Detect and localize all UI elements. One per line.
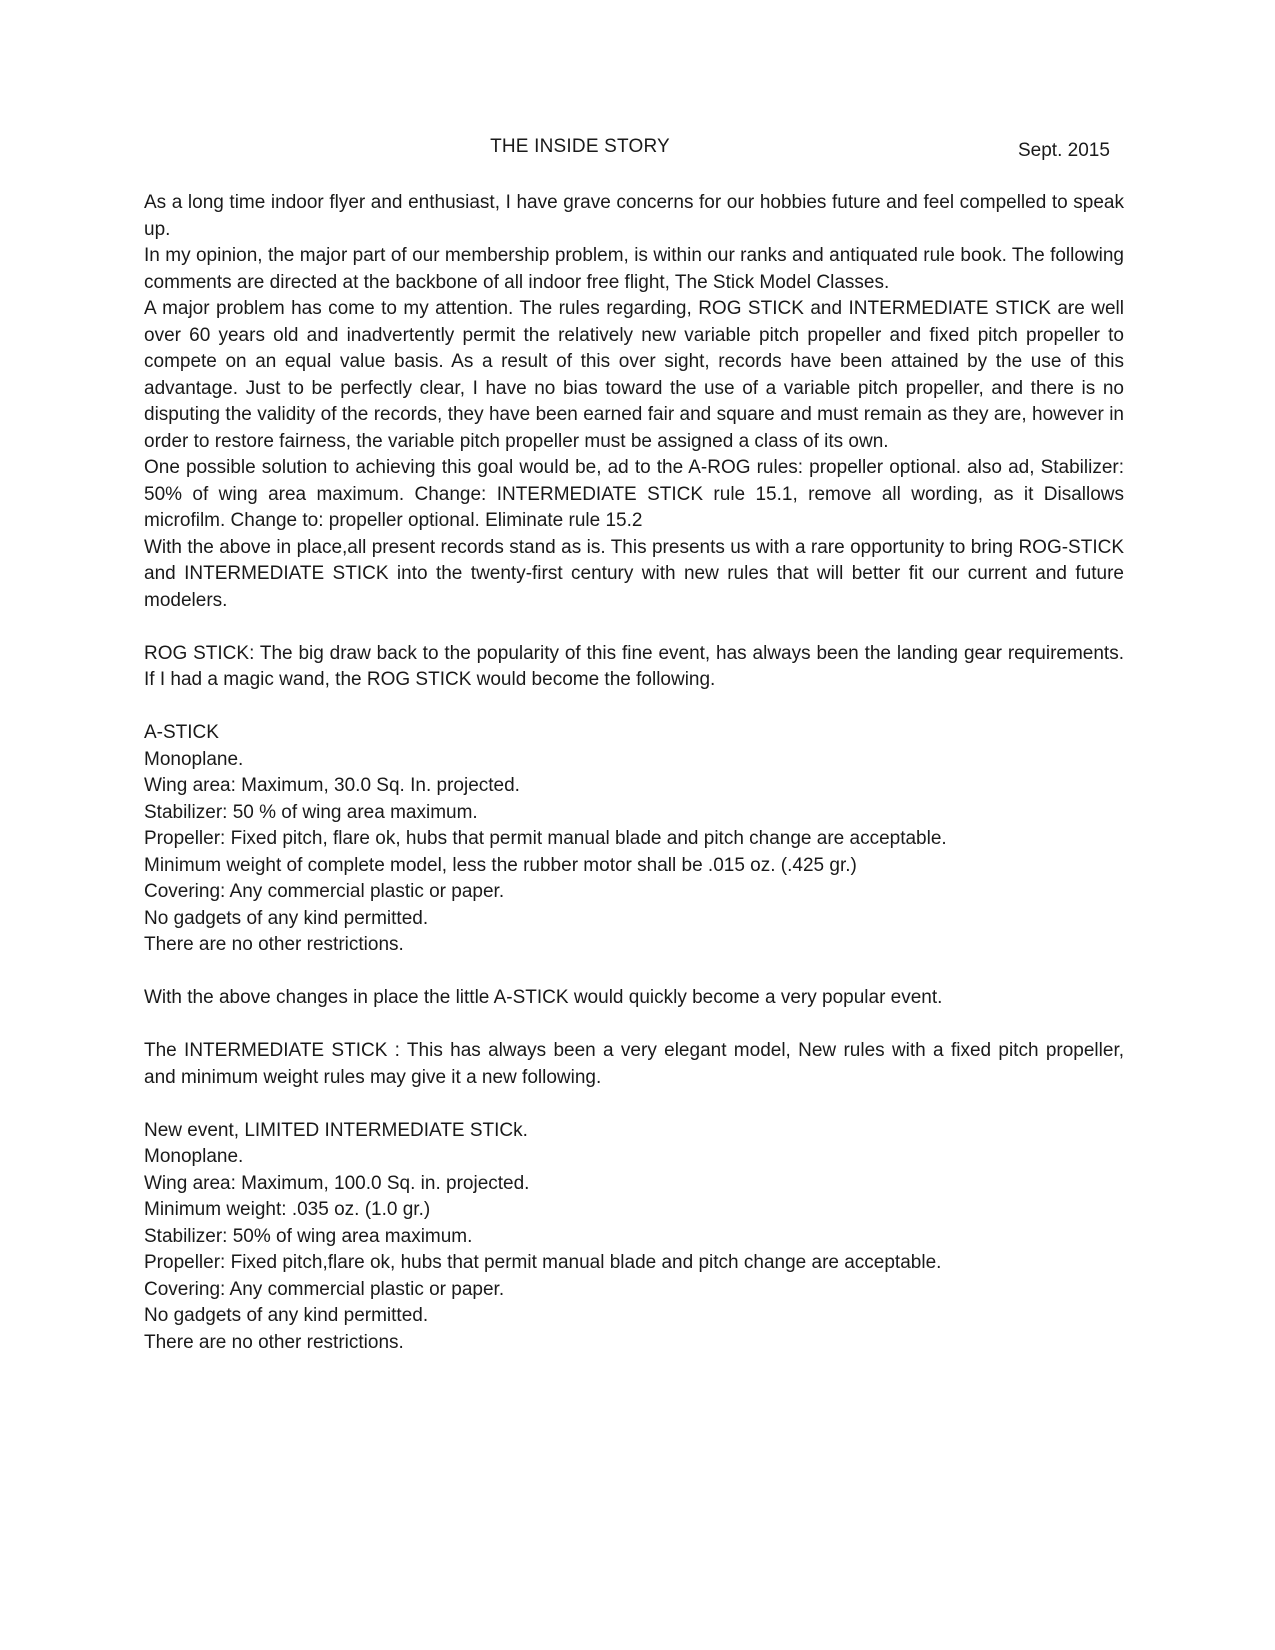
spacer (144, 1091, 1124, 1118)
document-title: THE INSIDE STORY (490, 136, 670, 157)
intro-paragraph-5: With the above in place,all present records stand as is. This presents us with a rare opportunity to bring ROG-STICK and INTERMEDIATE STICK into the twenty-first century with new rules that will better fit our current and future modelers. (144, 536, 1124, 611)
limited-intermediate-rule: Wing area: Maximum, 100.0 Sq. in. projected. (144, 1172, 530, 1194)
a-stick-rule: Propeller: Fixed pitch, flare ok, hubs that permit manual blade and pitch change are acceptable. (144, 828, 947, 849)
document-body (144, 190, 1124, 1356)
a-stick-rule: Monoplane. (144, 748, 244, 770)
limited-intermediate-rule: Monoplane. (144, 1146, 244, 1167)
spacer (144, 614, 1124, 641)
intro-paragraph-2: In my opinion, the major part of our membership problem, is within our ranks and antiquated rule book. The following comments are directed at the backbone of all indoor free flight, The Stick Model Classes. (144, 245, 1124, 293)
a-stick-rule: There are no other restrictions. (144, 934, 404, 955)
a-stick-rule: Covering: Any commercial plastic or paper. (144, 881, 505, 902)
a-stick-rule: Wing area: Maximum, 30.0 Sq. In. projected. (144, 775, 520, 796)
limited-intermediate-rule: Propeller: Fixed pitch,flare ok, hubs that permit manual blade and pitch change are acceptable. (144, 1252, 942, 1273)
intro-paragraph-4: One possible solution to achieving this goal would be, ad to the A-ROG rules: propeller optional. also ad, Stabilizer: 50% of wing area maximum. Change: INTERMEDIATE STICK rule 15.1, remove all wording, as it Disallows microfilm. Change to: propeller optional. Eliminate rule 15.2 (144, 457, 1124, 531)
limited-intermediate-rule: No gadgets of any kind permitted. (144, 1305, 429, 1326)
limited-intermediate-rule: Covering: Any commercial plastic or paper. (144, 1278, 505, 1300)
spacer (144, 959, 1124, 986)
limited-intermediate-rule: Minimum weight: .035 oz. (1.0 gr.) (144, 1199, 431, 1220)
a-stick-rule: No gadgets of any kind permitted. (144, 907, 429, 929)
spacer (144, 1012, 1124, 1039)
a-stick-rule: Minimum weight of complete model, less the rubber motor shall be .015 oz. (.425 gr.) (144, 854, 857, 876)
a-stick-closing: With the above changes in place the little A-STICK would quickly become a very popular event. (144, 987, 943, 1008)
limited-intermediate-rule: There are no other restrictions. (144, 1331, 404, 1353)
intro-paragraph-3: A major problem has come to my attention. The rules regarding, ROG STICK and INTERMEDIATE STICK are well over 60 years old and inadvertently permit the relatively new variable pitch propeller and fixed pitch propeller to compete on an equal value basis. As a result of this over sight, records have been attained by the use of this advantage. Just to be perfectly clear, I have no bias toward the use of a variable pitch propeller, and there is no disputing the validity of the records, they have been earned fair and square and must remain as they are, however in order to restore fairness, the variable pitch propeller must be assigned a class of its own. (144, 298, 1124, 452)
a-stick-title: A-STICK (144, 722, 219, 743)
rog-stick-paragraph: ROG STICK: The big draw back to the popularity of this fine event, has always been the landing gear requirements. If I had a magic wand, the ROG STICK would become the following. (144, 642, 1124, 690)
limited-intermediate-rule: Stabilizer: 50% of wing area maximum. (144, 1225, 473, 1247)
document-date: Sept. 2015 (1018, 140, 1110, 161)
intro-paragraph-1: As a long time indoor flyer and enthusiast, I have grave concerns for our hobbies future and feel compelled to speak up. (144, 192, 1124, 240)
limited-intermediate-title: New event, LIMITED INTERMEDIATE STICk. (144, 1119, 528, 1141)
a-stick-rule: Stabilizer: 50 % of wing area maximum. (144, 801, 478, 823)
intermediate-stick-paragraph: The INTERMEDIATE STICK : This has always been a very elegant model, New rules with a fixed pitch propeller, and minimum weight rules may give it a new following. (144, 1040, 1124, 1088)
spacer (144, 694, 1124, 721)
